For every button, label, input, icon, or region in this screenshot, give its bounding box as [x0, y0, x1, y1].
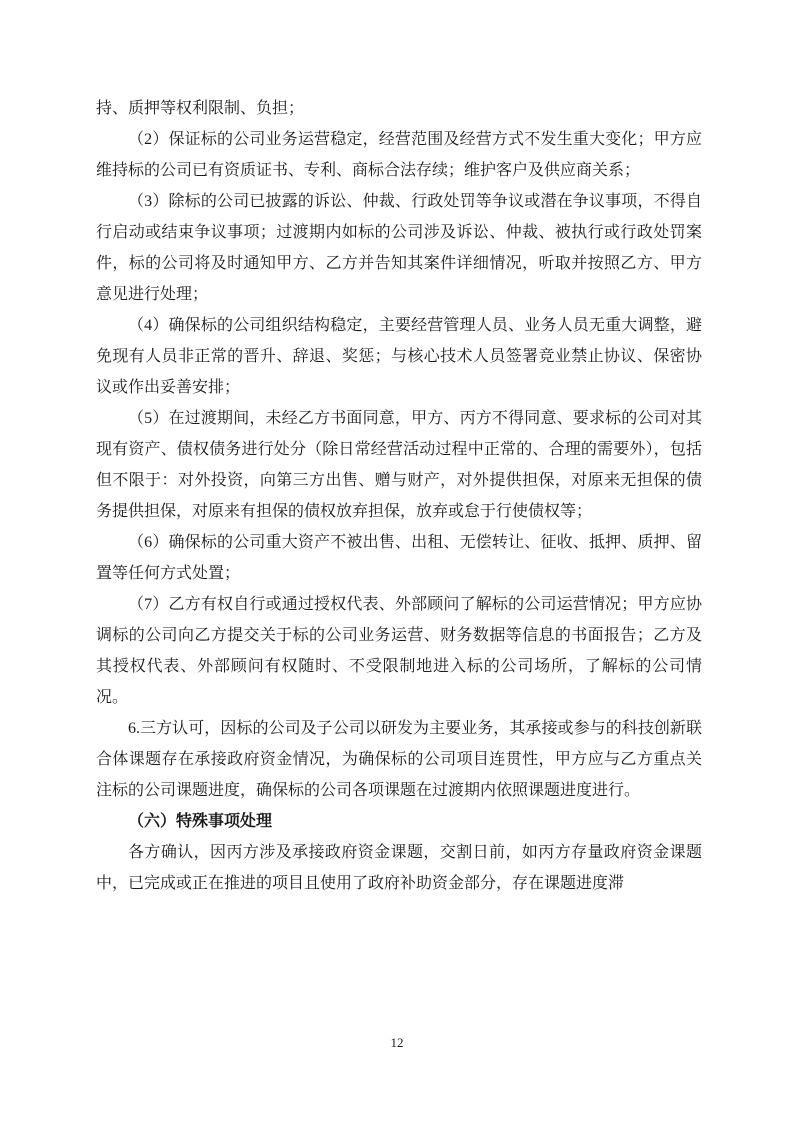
paragraph: 各方确认，因丙方涉及承接政府资金课题，交割日前，如丙方存量政府资金课题中，已完成或正在推进的项目且使用了政府补助资金部分，存在课题进度滞 — [96, 844, 702, 892]
paragraph: 持、质押等权利限制、负担； — [96, 100, 305, 117]
page-number: 12 — [390, 1035, 404, 1050]
paragraph: （6）确保标的公司重大资产不被出售、出租、无偿转让、征收、抵押、质押、留置等任何方式处置； — [96, 534, 702, 582]
paragraph: （5）在过渡期间，未经乙方书面同意，甲方、丙方不得同意、要求标的公司对其现有资产、债权债务进行处分（除日常经营活动过程中正常的、合理的需要外），包括但不限于：对外投资，向第三方出售、赠与财产，对外提供担保，对原来无担保的债务提供担保，对原来有担保的债权放弃担保，放弃或怠于行使债权等； — [96, 410, 702, 520]
paragraph: （4）确保标的公司组织结构稳定，主要经营管理人员、业务人员无重大调整，避免现有人员非正常的晋升、辞退、奖惩；与核心技术人员签署竞业禁止协议、保密协议或作出妥善安排； — [96, 317, 702, 396]
paragraph: （3）除标的公司已披露的诉讼、仲裁、行政处罚等争议或潜在争议事项，不得自行启动或结束争议事项；过渡期内如标的公司涉及诉讼、仲裁、被执行或行政处罚案件，标的公司将及时通知甲方、乙方并告知其案件详细情况，听取并按照乙方、甲方意见进行处理； — [96, 193, 702, 303]
paragraph: （2）保证标的公司业务运营稳定，经营范围及经营方式不发生重大变化；甲方应维持标的公司已有资质证书、专利、商标合法存续；维护客户及供应商关系； — [96, 131, 702, 179]
paragraph: 6.三方认可，因标的公司及子公司以研发为主要业务，其承接或参与的科技创新联合体课题存在承接政府资金情况，为确保标的公司项目连贯性，甲方应与乙方重点关注标的公司课题进度，确保标的公司各项课题在过渡期内依照课题进度进行。 — [96, 720, 702, 799]
document-body — [96, 93, 702, 899]
section-heading: （六）特殊事项处理 — [128, 813, 273, 830]
paragraph: （7）乙方有权自行或通过授权代表、外部顾问了解标的公司运营情况；甲方应协调标的公司向乙方提交关于标的公司业务运营、财务数据等信息的书面报告；乙方及其授权代表、外部顾问有权随时、不受限制地进入标的公司场所，了解标的公司情况。 — [96, 596, 702, 706]
page-footer — [0, 1034, 794, 1052]
